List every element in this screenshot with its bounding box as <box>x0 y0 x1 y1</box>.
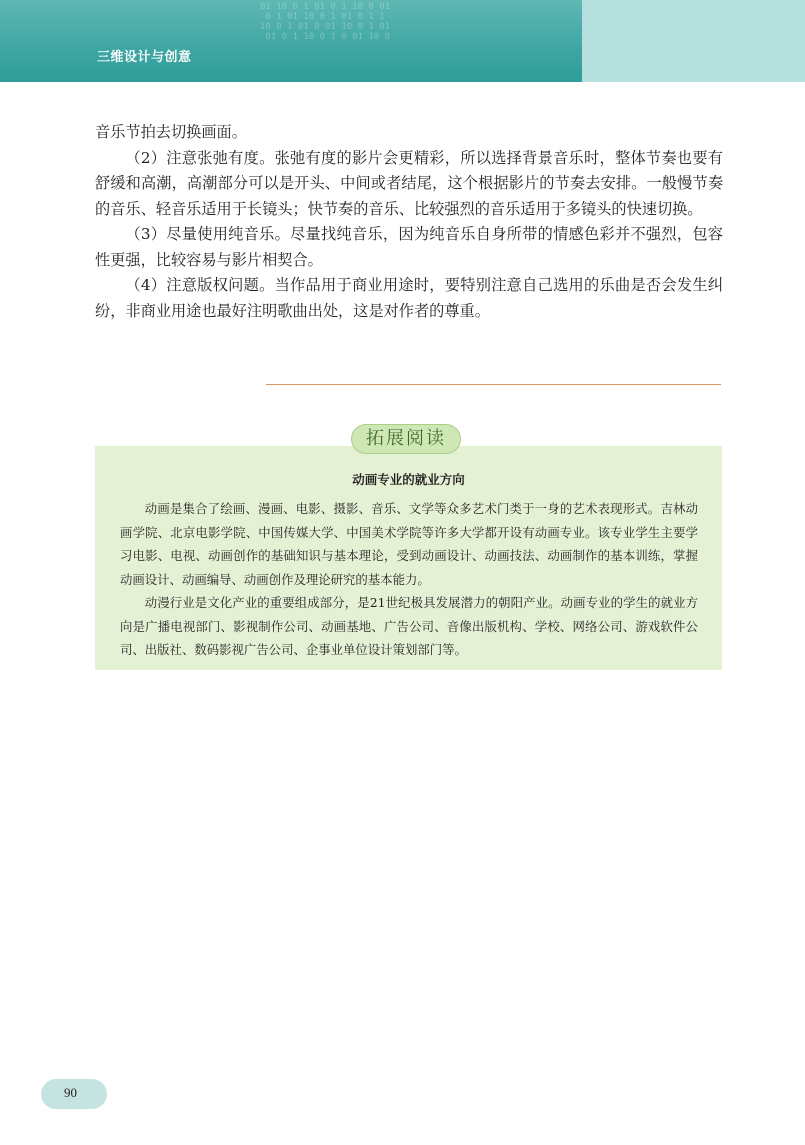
extended-reading-tag: 拓展阅读 <box>351 424 461 454</box>
section-divider <box>266 384 721 385</box>
header-decoration: 01 10 0 1 01 0 1 10 0 01 0 1 01 10 0 1 01 0 1 1 10 0 1 01 0 01 10 0 1 01 01 0 1 10 0 1 0 01 10 0 <box>260 2 391 42</box>
book-title: 三维设计与创意 <box>97 50 192 65</box>
header-band <box>0 0 582 82</box>
body-paragraph: （2）注意张弛有度。张弛有度的影片会更精彩，所以选择背景音乐时，整体节奏也要有舒缓和高潮，高潮部分可以是开头、中间或者结尾，这个根据影片的节奏去安排。一般慢节奏的音乐、轻音乐适用于长镜头；快节奏的音乐、比较强烈的音乐适用于多镜头的快速切换。 <box>95 148 723 218</box>
body-paragraph: （3）尽量使用纯音乐。尽量找纯音乐，因为纯音乐自身所带的情感色彩并不强烈，包容性更强，比较容易与影片相契合。 <box>95 225 723 269</box>
header-light-block <box>582 0 805 82</box>
reading-text <box>120 497 698 662</box>
reading-title: 动画专业的就业方向 <box>352 472 465 487</box>
reading-paragraph: 动画是集合了绘画、漫画、电影、摄影、音乐、文学等众多艺术门类于一身的艺术表现形式。吉林动画学院、北京电影学院、中国传媒大学、中国美术学院等许多大学都开设有动画专业。该专业学生主要学习电影、电视、动画创作的基础知识与基本理论，受到动画设计、动画技法、动画制作的基本训练，掌握动画设计、动画编导、动画创作及理论研究的基本能力。 <box>120 501 698 587</box>
body-paragraph: （4）注意版权问题。当作品用于商业用途时，要特别注意自己选用的乐曲是否会发生纠纷，非商业用途也最好注明歌曲出处，这是对作者的尊重。 <box>95 276 723 320</box>
reading-paragraph: 动漫行业是文化产业的重要组成部分，是21世纪极具发展潜力的朝阳产业。动画专业的学生的就业方向是广播电视部门、影视制作公司、动画基地、广告公司、音像出版机构、学校、网络公司、游戏软件公司、出版社、数码影视广告公司、企事业单位设计策划部门等。 <box>120 595 698 657</box>
page-header <box>0 0 805 82</box>
page-number: 90 <box>64 1085 77 1100</box>
body-paragraph: 音乐节拍去切换画面。 <box>95 123 247 141</box>
body-text <box>95 120 723 324</box>
